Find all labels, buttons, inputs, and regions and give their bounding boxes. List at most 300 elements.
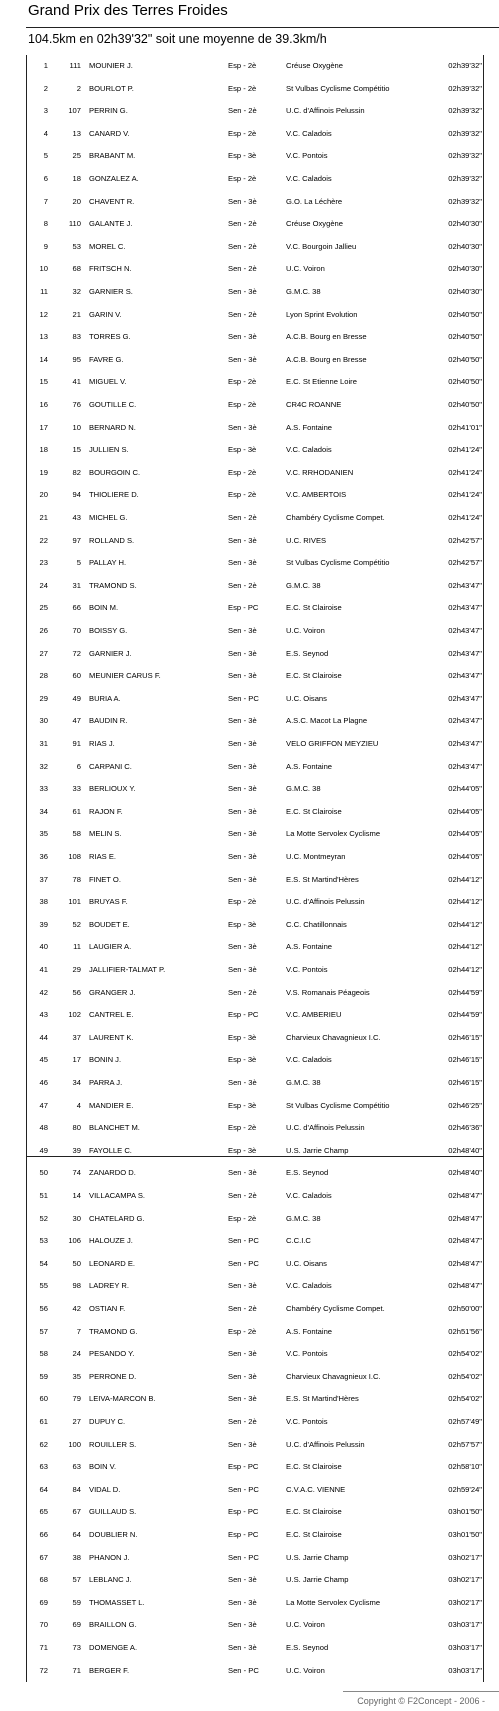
rider-name: BERGER F. <box>89 1665 130 1675</box>
page-title: Grand Prix des Terres Froides <box>28 2 228 19</box>
rider-name: BOIN V. <box>89 1462 117 1472</box>
table-row <box>26 959 484 981</box>
club-name: U.C. d'Affinois Pelussin <box>286 1439 365 1449</box>
table-row <box>26 123 484 145</box>
finish-time: 02h44'05" <box>448 784 482 794</box>
club-name: Créuse Oxygène <box>286 219 343 229</box>
finish-time: 02h40'50" <box>448 354 482 364</box>
rank-cell: 46 <box>39 1078 48 1087</box>
finish-time: 03h03'17" <box>448 1665 482 1675</box>
category-cell: Sen - 2è <box>228 241 257 251</box>
bib-cell: 52 <box>72 919 81 929</box>
rank-cell: 69 <box>39 1597 48 1607</box>
category-cell: Esp - PC <box>228 1010 259 1020</box>
category-cell: Esp - 2è <box>228 61 257 70</box>
rank-cell: 66 <box>39 1530 48 1539</box>
table-row <box>26 733 484 755</box>
rider-name: JULLIEN S. <box>89 445 129 455</box>
finish-time: 02h40'50" <box>448 400 482 409</box>
club-name: G.M.C. 38 <box>286 1213 321 1223</box>
bib-cell: 39 <box>72 1145 81 1155</box>
table-row <box>26 304 484 326</box>
club-name: CR4C ROANNE <box>286 400 342 409</box>
club-name: V.C. Pontois <box>286 151 328 161</box>
finish-time: 02h48'47" <box>448 1281 482 1291</box>
rank-cell: 50 <box>39 1168 48 1178</box>
finish-time: 02h51'56" <box>448 1326 482 1336</box>
finish-time: 02h41'24" <box>448 513 482 522</box>
rank-cell: 20 <box>39 490 48 500</box>
rank-cell: 68 <box>39 1575 48 1585</box>
finish-time: 02h46'15" <box>448 1055 482 1065</box>
finish-time: 02h50'00" <box>448 1304 482 1313</box>
rank-cell: 9 <box>43 241 48 251</box>
table-row <box>26 462 484 484</box>
rider-name: ROLLAND S. <box>89 535 135 545</box>
results-table <box>26 55 484 1682</box>
rank-cell: 70 <box>39 1620 48 1630</box>
table-row <box>26 530 484 552</box>
rider-name: LADREY R. <box>89 1281 129 1291</box>
table-row <box>26 507 484 529</box>
rank-cell: 52 <box>39 1213 48 1223</box>
bib-cell: 14 <box>72 1191 81 1200</box>
finish-time: 03h02'17" <box>448 1552 482 1562</box>
rider-name: ROUILLER S. <box>89 1439 137 1449</box>
rank-cell: 32 <box>39 761 48 771</box>
table-row <box>26 1072 484 1094</box>
category-cell: Esp - 3è <box>228 1100 257 1110</box>
table-row <box>26 1230 484 1252</box>
bib-cell: 7 <box>76 1326 81 1336</box>
rider-name: CARPANI C. <box>89 761 132 771</box>
bib-cell: 61 <box>72 806 81 816</box>
club-name: V.C. Pontois <box>286 1417 328 1426</box>
category-cell: Sen - 3è <box>228 806 257 816</box>
rank-cell: 45 <box>39 1055 48 1065</box>
finish-time: 02h40'50" <box>448 332 482 342</box>
category-cell: Sen - 3è <box>228 1168 257 1178</box>
table-row <box>26 914 484 936</box>
category-cell: Sen - 2è <box>228 264 257 274</box>
table-row <box>26 982 484 1004</box>
club-name: V.C. Caladois <box>286 1055 332 1065</box>
table-row <box>26 846 484 868</box>
bib-cell: 108 <box>68 852 81 861</box>
table-row <box>26 213 484 235</box>
bib-cell: 102 <box>68 1010 81 1020</box>
category-cell: Sen - 3è <box>228 1597 257 1607</box>
rank-cell: 11 <box>40 287 48 296</box>
finish-time: 03h02'17" <box>448 1597 482 1607</box>
bib-cell: 27 <box>72 1417 81 1426</box>
club-name: V.C. AMBERTOIS <box>286 490 347 500</box>
finish-time: 02h44'59" <box>448 1010 482 1020</box>
rank-cell: 15 <box>39 377 48 387</box>
club-name: U.C. d'Affinois Pelussin <box>286 106 365 116</box>
bib-cell: 29 <box>72 965 81 974</box>
table-row <box>26 417 484 439</box>
rider-name: MOREL C. <box>89 241 126 251</box>
category-cell: Sen - 2è <box>228 1304 257 1313</box>
category-cell: Sen - 2è <box>228 1191 257 1200</box>
finish-time: 02h44'05" <box>448 852 482 861</box>
club-name: E.S. St Martind'Hères <box>286 874 359 884</box>
finish-time: 02h43'47" <box>448 761 482 771</box>
rank-cell: 5 <box>43 151 48 161</box>
table-row <box>26 1592 484 1614</box>
finish-time: 02h44'12" <box>448 965 482 974</box>
bib-cell: 111 <box>69 61 81 70</box>
bib-cell: 84 <box>72 1484 81 1494</box>
category-cell: Sen - 3è <box>228 1439 257 1449</box>
rider-name: CHAVENT R. <box>89 196 135 206</box>
rider-name: THIOLIERE D. <box>89 490 139 500</box>
club-name: V.C. Caladois <box>286 174 332 183</box>
rank-cell: 65 <box>39 1507 48 1517</box>
club-name: Charvieux Chavagnieux I.C. <box>286 1032 381 1042</box>
bib-cell: 18 <box>72 174 81 183</box>
club-name: U.C. Montmeyran <box>286 852 346 861</box>
finish-time: 02h40'30" <box>448 241 482 251</box>
category-cell: Esp - 2è <box>228 128 257 138</box>
category-cell: Sen - 3è <box>228 942 257 952</box>
club-name: A.S.C. Macot La Plagne <box>286 716 368 726</box>
table-row <box>26 484 484 506</box>
category-cell: Esp - 3è <box>228 1032 257 1042</box>
bib-cell: 100 <box>68 1439 81 1449</box>
rank-cell: 44 <box>39 1032 48 1042</box>
category-cell: Sen - 3è <box>228 829 257 839</box>
finish-time: 03h03'17" <box>448 1643 482 1652</box>
category-cell: Esp - 3è <box>228 1055 257 1065</box>
finish-time: 02h58'10" <box>448 1462 482 1472</box>
table-row <box>26 1004 484 1026</box>
finish-time: 02h41'24" <box>448 490 482 500</box>
finish-time: 03h01'50" <box>448 1530 482 1539</box>
bib-cell: 101 <box>68 897 81 907</box>
bib-cell: 25 <box>72 151 81 161</box>
bib-cell: 21 <box>72 309 81 319</box>
finish-time: 02h48'40" <box>448 1168 482 1178</box>
rank-cell: 36 <box>39 852 48 861</box>
rank-cell: 51 <box>39 1191 48 1200</box>
rider-name: LEONARD E. <box>89 1258 135 1268</box>
rank-cell: 72 <box>39 1665 48 1675</box>
bib-cell: 70 <box>72 626 81 635</box>
rank-cell: 62 <box>39 1439 48 1449</box>
bib-cell: 2 <box>76 83 81 93</box>
bib-cell: 97 <box>72 535 81 545</box>
rider-name: LEIVA-MARCON B. <box>89 1394 156 1404</box>
table-row <box>26 801 484 823</box>
category-cell: Sen - PC <box>228 1552 259 1562</box>
rider-name: PHANON J. <box>89 1552 130 1562</box>
table-row <box>26 575 484 597</box>
rank-cell: 25 <box>39 603 48 613</box>
table-row <box>26 1366 484 1388</box>
club-name: E.S. St Martind'Hères <box>286 1394 359 1404</box>
bib-cell: 37 <box>72 1032 81 1042</box>
table-row <box>26 823 484 845</box>
table-row <box>26 1660 484 1682</box>
category-cell: Sen - 3è <box>228 739 257 748</box>
club-name: E.S. Seynod <box>286 1643 329 1652</box>
finish-time: 02h44'05" <box>448 829 482 839</box>
club-name: E.C. St Clairoise <box>286 1462 342 1472</box>
category-cell: Sen - 2è <box>228 219 257 229</box>
category-cell: Sen - 3è <box>228 648 257 658</box>
finish-time: 02h43'47" <box>448 739 482 748</box>
finish-time: 03h02'17" <box>448 1575 482 1585</box>
rider-name: DOUBLIER N. <box>89 1530 138 1539</box>
category-cell: Sen - 3è <box>228 1394 257 1404</box>
rank-cell: 41 <box>39 965 48 974</box>
finish-time: 02h54'02" <box>448 1349 482 1359</box>
club-name: E.S. Seynod <box>286 1168 329 1178</box>
finish-time: 02h44'12" <box>448 919 482 929</box>
club-name: V.C. Caladois <box>286 128 332 138</box>
rank-cell: 47 <box>39 1100 48 1110</box>
table-row <box>26 1185 484 1207</box>
category-cell: Sen - 3è <box>228 852 257 861</box>
category-cell: Esp - 2è <box>228 897 257 907</box>
bib-cell: 42 <box>72 1304 81 1313</box>
finish-time: 02h48'47" <box>448 1258 482 1268</box>
rider-name: BOIN M. <box>89 603 119 613</box>
finish-time: 02h41'24" <box>448 445 482 455</box>
category-cell: Sen - 2è <box>228 987 257 997</box>
club-name: V.C. Pontois <box>286 1349 328 1359</box>
rider-name: BRAILLON G. <box>89 1620 137 1630</box>
table-row <box>26 1524 484 1546</box>
category-cell: Sen - 3è <box>228 332 257 342</box>
category-cell: Esp - 3è <box>228 1145 257 1155</box>
finish-time: 02h46'36" <box>448 1123 482 1133</box>
rank-cell: 27 <box>39 648 48 658</box>
bib-cell: 13 <box>72 128 81 138</box>
table-row <box>26 258 484 280</box>
rank-cell: 37 <box>39 874 48 884</box>
category-cell: Sen - PC <box>228 1665 259 1675</box>
club-name: V.C. Pontois <box>286 965 328 974</box>
finish-time: 02h59'24" <box>448 1484 482 1494</box>
club-name: V.C. RRHODANIEN <box>286 467 354 477</box>
club-name: Charvieux Chavagnieux I.C. <box>286 1371 381 1381</box>
category-cell: Esp - PC <box>228 1530 259 1539</box>
club-name: Créuse Oxygène <box>286 61 343 70</box>
table-row <box>26 371 484 393</box>
club-name: St Vulbas Cyclisme Compétitio <box>286 83 390 93</box>
rider-name: THOMASSET L. <box>89 1597 145 1607</box>
rank-cell: 4 <box>43 128 48 138</box>
table-row <box>26 1501 484 1523</box>
bib-cell: 76 <box>72 400 81 409</box>
bib-cell: 73 <box>72 1643 81 1652</box>
rank-cell: 19 <box>39 467 48 477</box>
rider-name: TRAMOND G. <box>89 1326 138 1336</box>
finish-time: 02h48'47" <box>448 1236 482 1246</box>
category-cell: Esp - 2è <box>228 83 257 93</box>
club-name: E.C. St Etienne Loire <box>286 377 357 387</box>
bib-cell: 56 <box>72 987 81 997</box>
bib-cell: 74 <box>72 1168 81 1178</box>
rank-cell: 59 <box>39 1371 48 1381</box>
table-row <box>26 236 484 258</box>
table-row <box>26 1479 484 1501</box>
rank-cell: 26 <box>39 626 48 635</box>
table-row <box>26 1298 484 1320</box>
table-row <box>26 1569 484 1591</box>
rider-name: OSTIAN F. <box>89 1304 126 1313</box>
rank-cell: 29 <box>39 693 48 703</box>
bib-cell: 71 <box>72 1665 81 1675</box>
rider-name: CANTREL E. <box>89 1010 134 1020</box>
club-name: C.V.A.C. VIENNE <box>286 1484 346 1494</box>
category-cell: Sen - 3è <box>228 1575 257 1585</box>
rider-name: BOISSY G. <box>89 626 128 635</box>
rider-name: MOUNIER J. <box>89 61 133 70</box>
copyright-text: Copyright © F2Concept - 2006 - <box>357 1696 485 1706</box>
club-name: E.C. St Clairoise <box>286 603 342 613</box>
bib-cell: 58 <box>72 829 81 839</box>
category-cell: Sen - 3è <box>228 1620 257 1630</box>
bib-cell: 82 <box>72 467 81 477</box>
club-name: U.C. Voiron <box>286 264 325 274</box>
rank-cell: 6 <box>43 174 48 183</box>
category-cell: Sen - 3è <box>228 287 257 296</box>
finish-time: 02h40'30" <box>448 287 482 296</box>
table-row <box>26 620 484 642</box>
category-cell: Sen - 2è <box>228 309 257 319</box>
club-name: E.C. St Clairoise <box>286 1530 342 1539</box>
rank-cell: 1 <box>43 61 48 70</box>
bib-cell: 83 <box>72 332 81 342</box>
rider-name: HALOUZE J. <box>89 1236 133 1246</box>
table-row <box>26 1253 484 1275</box>
table-row <box>26 1117 484 1139</box>
rider-name: VIDAL D. <box>89 1484 121 1494</box>
rider-name: DOMENGE A. <box>89 1643 138 1652</box>
bib-cell: 69 <box>72 1620 81 1630</box>
finish-time: 02h39'32" <box>448 151 482 161</box>
finish-time: 02h44'12" <box>448 897 482 907</box>
club-name: V.C. Caladois <box>286 1191 332 1200</box>
category-cell: Sen - PC <box>228 1236 259 1246</box>
club-name: V.C. Caladois <box>286 1281 332 1291</box>
bib-cell: 68 <box>72 264 81 274</box>
rank-cell: 58 <box>39 1349 48 1359</box>
rider-name: BOURGOIN C. <box>89 467 141 477</box>
category-cell: Esp - 2è <box>228 1213 257 1223</box>
finish-time: 02h41'01" <box>448 422 482 432</box>
rank-cell: 42 <box>39 987 48 997</box>
finish-time: 02h54'02" <box>448 1371 482 1381</box>
rank-cell: 3 <box>43 106 48 116</box>
finish-time: 02h40'50" <box>448 309 482 319</box>
finish-time: 02h40'30" <box>448 219 482 229</box>
club-name: U.C. Oisans <box>286 1258 327 1268</box>
table-row <box>26 78 484 100</box>
rider-name: BRUYAS F. <box>89 897 128 907</box>
club-name: U.S. Jarrie Champ <box>286 1575 349 1585</box>
table-row <box>26 1208 484 1230</box>
club-name: St Vulbas Cyclisme Compétitio <box>286 1100 390 1110</box>
rider-name: TORRES G. <box>89 332 131 342</box>
bib-cell: 107 <box>68 106 81 116</box>
category-cell: Esp - 3è <box>228 919 257 929</box>
rider-name: PERRIN G. <box>89 106 128 116</box>
rank-cell: 43 <box>39 1010 48 1020</box>
bib-cell: 50 <box>72 1258 81 1268</box>
table-row <box>26 1027 484 1049</box>
club-name: A.S. Fontaine <box>286 1326 333 1336</box>
bib-cell: 24 <box>72 1349 81 1359</box>
table-row <box>26 1411 484 1433</box>
category-cell: Esp - 2è <box>228 400 257 409</box>
bib-cell: 4 <box>76 1100 81 1110</box>
rider-name: LAURENT K. <box>89 1032 134 1042</box>
rank-cell: 33 <box>39 784 48 794</box>
table-row <box>26 439 484 461</box>
category-cell: Esp - 2è <box>228 1326 257 1336</box>
rider-name: LEBLANC J. <box>89 1575 132 1585</box>
category-cell: Sen - 3è <box>228 535 257 545</box>
club-name: A.S. Fontaine <box>286 761 333 771</box>
rider-name: CHATELARD G. <box>89 1213 145 1223</box>
category-cell: Esp - PC <box>228 603 259 613</box>
club-name: V.S. Romanais Péageois <box>286 987 370 997</box>
category-cell: Esp - 2è <box>228 1123 257 1133</box>
category-cell: Sen - 3è <box>228 1281 257 1291</box>
rider-name: BERNARD N. <box>89 422 136 432</box>
rider-name: FAYOLLE C. <box>89 1145 132 1155</box>
finish-time: 02h57'49" <box>448 1417 482 1426</box>
finish-time: 02h42'57" <box>448 558 482 568</box>
rider-name: GARNIER S. <box>89 287 133 296</box>
finish-time: 02h57'57" <box>448 1439 482 1449</box>
rider-name: RIAS J. <box>89 739 115 748</box>
table-row <box>26 191 484 213</box>
table-row <box>26 1434 484 1456</box>
finish-time: 02h48'47" <box>448 1191 482 1200</box>
club-name: E.C. St Clairoise <box>286 671 342 681</box>
rank-cell: 56 <box>39 1304 48 1313</box>
category-cell: Sen - PC <box>228 693 259 703</box>
rank-cell: 13 <box>39 332 48 342</box>
rank-cell: 55 <box>39 1281 48 1291</box>
club-name: V.C. Caladois <box>286 445 332 455</box>
bib-cell: 106 <box>68 1236 81 1246</box>
rank-cell: 57 <box>39 1326 48 1336</box>
finish-time: 02h44'12" <box>448 942 482 952</box>
category-cell: Sen - 3è <box>228 558 257 568</box>
table-row <box>26 688 484 710</box>
bib-cell: 17 <box>72 1055 81 1065</box>
race-summary: 104.5km en 02h39'32" soit une moyenne de 39.3km/h <box>28 32 327 46</box>
club-name: C.C.I.C <box>286 1236 311 1246</box>
finish-time: 02h43'47" <box>448 603 482 613</box>
finish-time: 02h39'32" <box>448 128 482 138</box>
club-name: E.C. St Clairoise <box>286 806 342 816</box>
table-row <box>26 643 484 665</box>
rank-cell: 22 <box>39 535 48 545</box>
rider-name: FAVRE G. <box>89 354 124 364</box>
bib-cell: 5 <box>76 558 81 568</box>
finish-time: 02h43'47" <box>448 671 482 681</box>
bib-cell: 47 <box>72 716 81 726</box>
table-row <box>26 1547 484 1569</box>
